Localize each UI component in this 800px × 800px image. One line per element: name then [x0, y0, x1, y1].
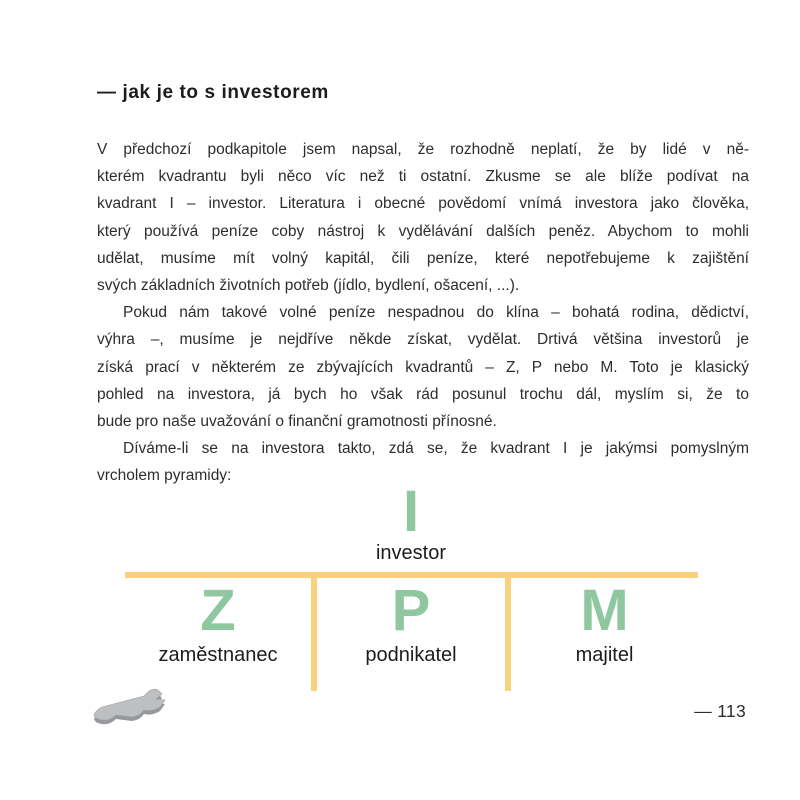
body-text	[97, 136, 749, 490]
paragraph-1-line-3: kvadrant I – investor. Literatura i obecné povědomí vnímá investora jako člověka,	[97, 195, 749, 213]
paragraph-2-line-3: získá prací v některém ze zbývajících kvadrantů – Z, P nebo M. Toto je klasický	[97, 358, 749, 376]
quadrant-letter-investor: I	[402, 479, 420, 544]
quadrant-letter-podnikatel: P	[391, 578, 431, 643]
paragraph-3-line-2: vrcholem pyramidy:	[97, 467, 232, 485]
paragraph-1-line-1: V předchozí podkapitole jsem napsal, že rozhodně neplatí, že by lidé v ně-	[97, 141, 749, 158]
paragraph-1-line-6: svých základních životních potřeb (jídlo, bydlení, ošacení, ...).	[97, 277, 520, 295]
quadrant-label-podnikatel: podnikatel	[365, 644, 457, 666]
paragraph-2-line-1: Pokud nám takové volné peníze nespadnou do klína – bohatá rodina, dědictví,	[123, 304, 749, 322]
quadrant-label-zaměstnanec: zaměstnanec	[158, 644, 278, 666]
quadrant-label-majitel: majitel	[575, 644, 634, 666]
quadrant-letter-zaměstnanec: Z	[200, 578, 236, 643]
paragraph-2-line-2: výhra –, musíme je nejdříve někde získat, vydělat. Drtivá většina investorů je	[97, 331, 749, 349]
paragraph-1-line-5: udělat, musíme mít volný kapitál, čili peníze, které nepotřebujeme k zajištění	[97, 249, 749, 267]
car-token-icon	[86, 688, 178, 730]
paragraph-1-line-4: který používá peníze coby nástroj k vydělávání dalších peněz. Abychom to mohli	[97, 222, 749, 240]
paragraph-2-line-5: bude pro naše uvažování o finanční gramotnosti přínosné.	[97, 413, 497, 431]
page-number: — 113	[694, 701, 746, 721]
paragraph-3-line-1: Díváme-li se na investora takto, zdá se, že kvadrant I je jakýmsi pomyslným	[123, 440, 749, 458]
quadrant-label-investor: investor	[375, 542, 447, 564]
paragraph-2-line-4: pohled na investora, já bych ho však rád posunul trochu dál, myslím si, že to	[97, 385, 749, 403]
paragraph-1-line-2: kterém kvadrantu byli něco víc než ti ostatní. Zkusme se ale blíže podívat na	[97, 168, 749, 186]
quadrant-letter-majitel: M	[580, 578, 629, 643]
section-heading: — jak je to s investorem	[97, 82, 329, 103]
